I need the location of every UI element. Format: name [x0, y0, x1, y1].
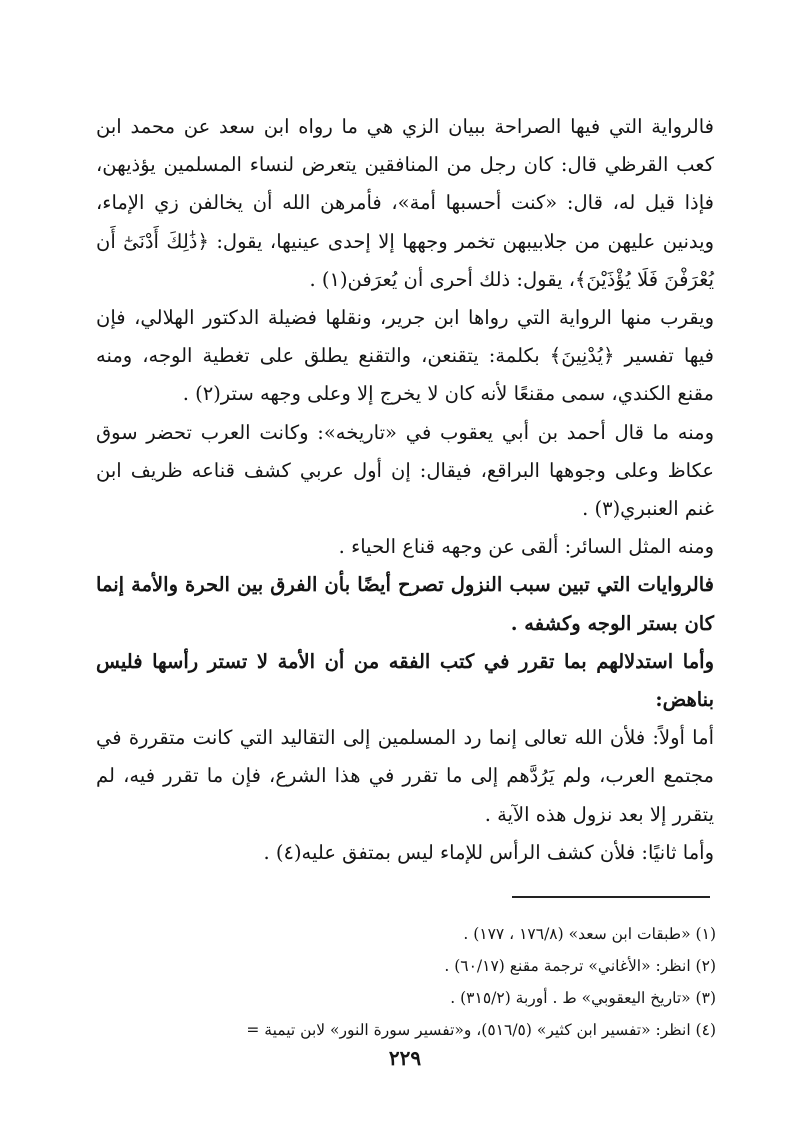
- paragraph-2: ويقرب منها الرواية التي رواها ابن جرير، ونقلها فضيلة الدكتور الهلالي، فإن فيها تفسير ﴿يُدْنِينَ﴾ بكلمة: يتقنعن، والتقنع يطلق على تغطية الوجه، ومنه مقنع الكندي، سمى مقنعًا لأنه كان لا يخرج إلا وعلى وجهه ستر(٢) .: [96, 306, 714, 406]
- page-number: ٢٢٩: [388, 1046, 422, 1070]
- body-text: [96, 108, 714, 872]
- paragraph-8: وأما ثانيًا: فلأن كشف الرأس للإماء ليس بمتفق عليه(٤) .: [263, 840, 714, 864]
- footnote-3: (٣) «تاريخ اليعقوبي» ط . أوربة (٣١٥/٢) .: [450, 989, 716, 1007]
- footnote-2: (٢) انظر: «الأغاني» ترجمة مقنع (٦٠/١٧) .: [444, 957, 716, 975]
- paragraph-4: ومنه المثل السائر: ألقى عن وجهه قناع الحياء .: [338, 535, 714, 559]
- footnotes: [96, 918, 716, 1046]
- paragraph-5: فالروايات التي تبين سبب النزول تصرح أيضًا بأن الفرق بين الحرة والأمة إنما كان بستر الوجه وكشفه .: [96, 573, 714, 635]
- footnote-4: (٤) انظر: «تفسير ابن كثير» (٥١٦/٥)، و«تفسير سورة النور» لابن تيمية =: [246, 1021, 716, 1039]
- paragraph-3: ومنه ما قال أحمد بن أبي يعقوب في «تاريخه»: وكانت العرب تحضر سوق عكاظ وعلى وجوهها البراقع، فيقال: إن أول عربي كشف قناعه ظريف ابن غنم العنبري(٣) .: [96, 420, 714, 521]
- footnote-1: (١) «طبقات ابن سعد» (١٧٦/٨ ، ١٧٧) .: [463, 925, 716, 943]
- paragraph-6: وأما استدلالهم بما تقرر في كتب الفقه من أن الأمة لا تستر رأسها فليس بناهض:: [96, 649, 714, 712]
- paragraph-7: أما أولاً: فلأن الله تعالى إنما رد المسلمين إلى التقاليد التي كانت متقررة في مجتمع العرب، ولم يَرُدَّهم إلى ما تقرر في هذا الشرع، فإن ما تقرر فيه، لم يتقرر إلا بعد نزول هذه الآية .: [96, 726, 714, 826]
- footnote-separator: [512, 896, 710, 898]
- paragraph-1: فالرواية التي فيها الصراحة ببيان الزي هي ما رواه ابن سعد عن محمد ابن كعب القرظي قال: كان رجل من المنافقين يتعرض لنساء المسلمين يؤذيهن، فإذا قيل له، قال: «كنت أحسبها أمة»، فأمرهن الله أن يخالفن زي الإماء، ويدنين عليهن من جلابيبهن تخمر وجهها إلا إحدى عينيها، يقول: ﴿ذَٰلِكَ أَدْنَىٰٓ أَن يُعْرَفْنَ فَلَا يُؤْذَيْنَ﴾، يقول: ذلك أحرى أن يُعرَفن(١) .: [96, 115, 714, 291]
